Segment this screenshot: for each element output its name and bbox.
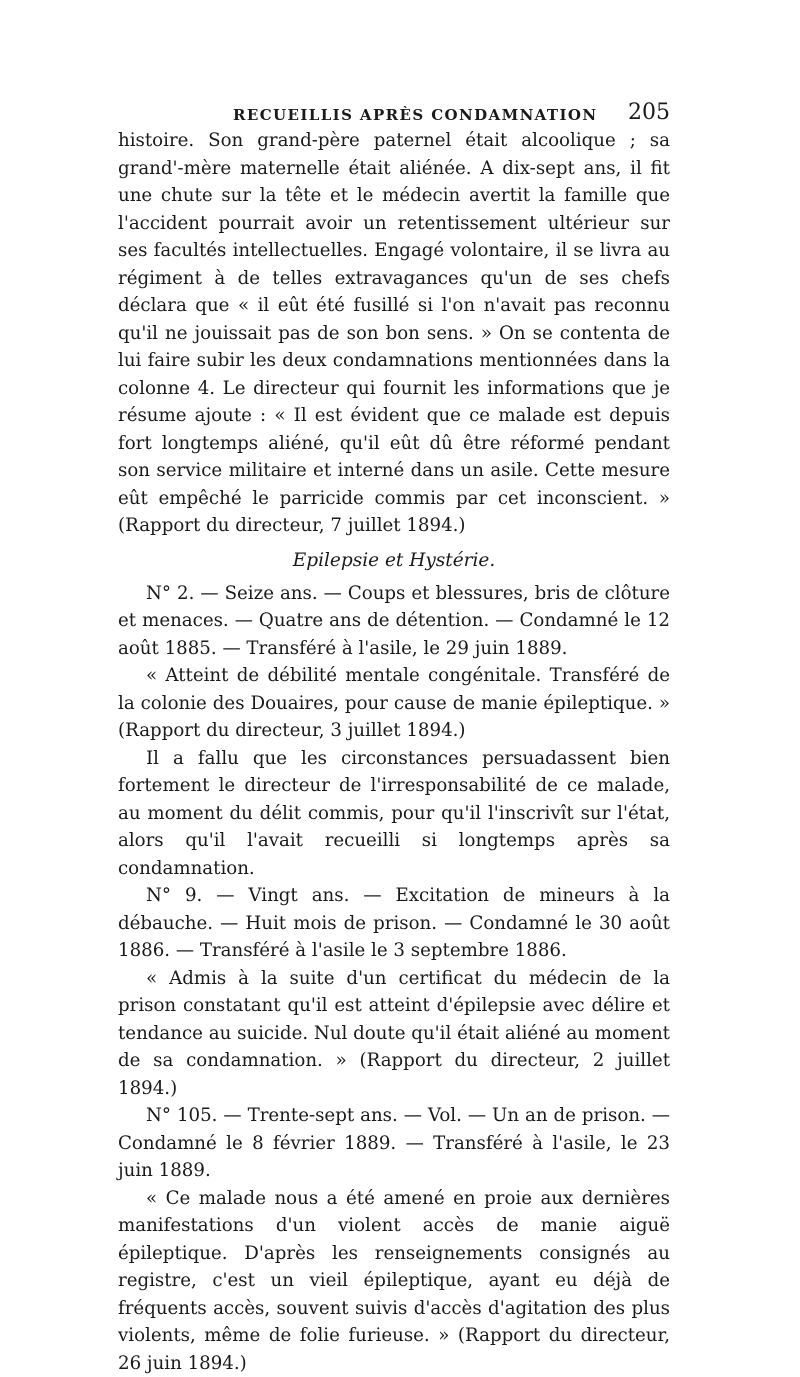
paragraph-7: N° 105. — Trente-sept ans. — Vol. — Un an de prison. — Condamné le 8 février 1889. — Transféré à l'asile, le 23 juin 1889. (118, 1102, 670, 1185)
paragraph-1: histoire. Son grand-père paternel était alcoolique ; sa grand'-mère maternelle était aliénée. A dix-sept ans, il fit une chute sur la tête et le médecin avertit la famille que l'accident pourrait avoir un retentissement ultérieur sur ses facultés intellectuelles. Engagé volontaire, il se livra au régiment à de telles extravagances qu'un de ses chefs déclara que « il eût été fusillé si l'on n'avait pas reconnu qu'il ne jouissait pas de son bon sens. » On se contenta de lui faire subir les deux condamnations mentionnées dans la colonne 4. Le directeur qui fournit les informations que je résume ajoute : « Il est évident que ce malade est depuis fort longtemps aliéné, qu'il eût dû être réformé pendant son service militaire et interné dans un asile. Cette mesure eût empêché le parricide commis par cet inconscient. » (Rapport du directeur, 7 juillet 1894.) (118, 127, 670, 540)
section-title: Epilepsie et Hystérie. (118, 547, 670, 574)
paragraph-3: « Atteint de débilité mentale congénitale. Transféré de la colonie des Douaires, pour cause de manie épileptique. » (Rapport du directeur, 3 juillet 1894.) (118, 662, 670, 745)
running-title: RECUEILLIS APRÈS CONDAMNATION (233, 106, 597, 124)
paragraph-4: Il a fallu que les circonstances persuadassent bien fortement le directeur de l'irresponsabilité de ce malade, au moment du délit commis, pour qu'il l'inscrivît sur l'état, alors qu'il l'avait recueilli si longtemps après sa condamnation. (118, 745, 670, 883)
page-number: 205 (628, 100, 670, 125)
paragraph-5: N° 9. — Vingt ans. — Excitation de mineurs à la débauche. — Huit mois de prison. — Condamné le 30 août 1886. — Transféré à l'asile le 3 septembre 1886. (118, 882, 670, 965)
paragraph-8: « Ce malade nous a été amené en proie aux dernières manifestations d'un violent accès de manie aiguë épileptique. D'après les renseignements consignés au registre, c'est un vieil épileptique, ayant eu déjà de fréquents accès, souvent suivis d'accès d'agitation des plus violents, même de folie furieuse. » (Rapport du directeur, 26 juin 1894.) (118, 1185, 670, 1377)
page-header (118, 100, 670, 130)
page-body (118, 127, 670, 1377)
paragraph-2: N° 2. — Seize ans. — Coups et blessures, bris de clôture et menaces. — Quatre ans de détention. — Condamné le 12 août 1885. — Transféré à l'asile, le 29 juin 1889. (118, 580, 670, 663)
paragraph-6: « Admis à la suite d'un certificat du médecin de la prison constatant qu'il est atteint d'épilepsie avec délire et tendance au suicide. Nul doute qu'il était aliéné au moment de sa condamnation. » (Rapport du directeur, 2 juillet 1894.) (118, 965, 670, 1103)
